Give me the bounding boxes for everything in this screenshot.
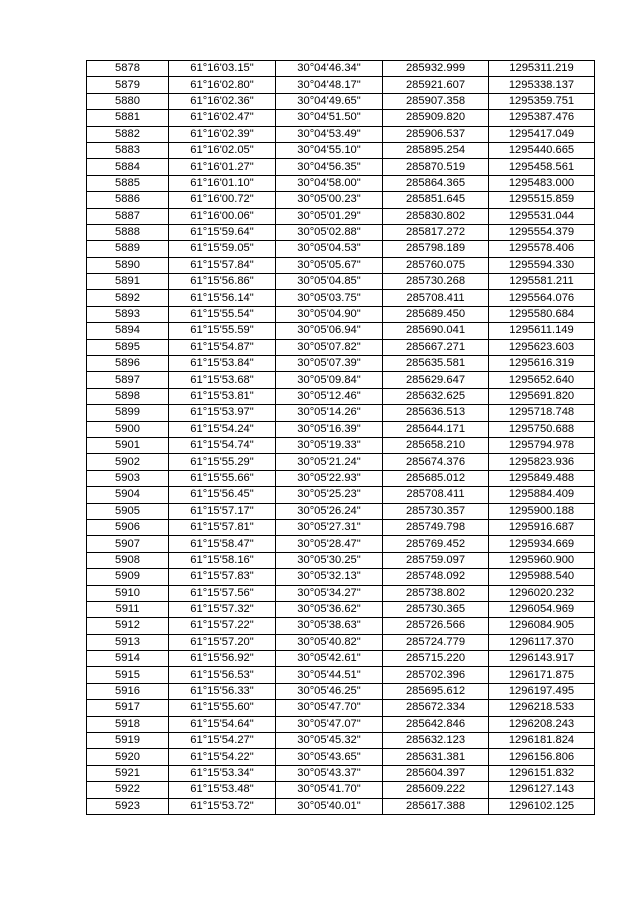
x-coordinate-cell: 285695.612	[383, 683, 489, 699]
point-number-cell: 5904	[87, 487, 169, 503]
x-coordinate-cell: 285909.820	[383, 110, 489, 126]
table-row	[87, 93, 595, 109]
table-row	[87, 159, 595, 175]
table-row	[87, 716, 595, 732]
point-number-cell: 5894	[87, 323, 169, 339]
latitude-cell: 61°15'53.34"	[169, 765, 276, 781]
table-row	[87, 569, 595, 585]
point-number-cell: 5918	[87, 716, 169, 732]
latitude-cell: 61°15'55.54"	[169, 306, 276, 322]
y-coordinate-cell: 1295594.330	[489, 257, 595, 273]
longitude-cell: 30°05'43.37"	[276, 765, 383, 781]
longitude-cell: 30°05'45.32"	[276, 733, 383, 749]
y-coordinate-cell: 1295417.049	[489, 126, 595, 142]
x-coordinate-cell: 285730.357	[383, 503, 489, 519]
latitude-cell: 61°15'57.22"	[169, 618, 276, 634]
table-row	[87, 372, 595, 388]
point-number-cell: 5898	[87, 388, 169, 404]
latitude-cell: 61°15'55.60"	[169, 700, 276, 716]
y-coordinate-cell: 1295581.211	[489, 274, 595, 290]
table-row	[87, 224, 595, 240]
latitude-cell: 61°15'54.74"	[169, 437, 276, 453]
latitude-cell: 61°16'02.47"	[169, 110, 276, 126]
latitude-cell: 61°15'57.84"	[169, 257, 276, 273]
table-row	[87, 749, 595, 765]
longitude-cell: 30°05'07.39"	[276, 356, 383, 372]
point-number-cell: 5882	[87, 126, 169, 142]
point-number-cell: 5919	[87, 733, 169, 749]
coordinates-table-body	[87, 61, 595, 815]
y-coordinate-cell: 1295988.540	[489, 569, 595, 585]
x-coordinate-cell: 285817.272	[383, 224, 489, 240]
y-coordinate-cell: 1295884.409	[489, 487, 595, 503]
latitude-cell: 61°15'56.86"	[169, 274, 276, 290]
longitude-cell: 30°05'25.23"	[276, 487, 383, 503]
x-coordinate-cell: 285798.189	[383, 241, 489, 257]
y-coordinate-cell: 1295934.669	[489, 536, 595, 552]
latitude-cell: 61°16'01.27"	[169, 159, 276, 175]
latitude-cell: 61°16'02.36"	[169, 93, 276, 109]
x-coordinate-cell: 285715.220	[383, 651, 489, 667]
longitude-cell: 30°04'51.50"	[276, 110, 383, 126]
point-number-cell: 5892	[87, 290, 169, 306]
x-coordinate-cell: 285617.388	[383, 798, 489, 814]
x-coordinate-cell: 285690.041	[383, 323, 489, 339]
latitude-cell: 61°16'00.06"	[169, 208, 276, 224]
point-number-cell: 5915	[87, 667, 169, 683]
longitude-cell: 30°05'03.75"	[276, 290, 383, 306]
point-number-cell: 5903	[87, 470, 169, 486]
table-row	[87, 667, 595, 683]
latitude-cell: 61°15'55.66"	[169, 470, 276, 486]
longitude-cell: 30°05'27.31"	[276, 519, 383, 535]
y-coordinate-cell: 1295578.406	[489, 241, 595, 257]
latitude-cell: 61°16'02.05"	[169, 142, 276, 158]
y-coordinate-cell: 1295611.149	[489, 323, 595, 339]
table-row	[87, 552, 595, 568]
y-coordinate-cell: 1295691.820	[489, 388, 595, 404]
longitude-cell: 30°05'14.26"	[276, 405, 383, 421]
table-row	[87, 733, 595, 749]
x-coordinate-cell: 285629.647	[383, 372, 489, 388]
longitude-cell: 30°05'47.07"	[276, 716, 383, 732]
point-number-cell: 5890	[87, 257, 169, 273]
x-coordinate-cell: 285672.334	[383, 700, 489, 716]
table-row	[87, 618, 595, 634]
y-coordinate-cell: 1296020.232	[489, 585, 595, 601]
table-row	[87, 454, 595, 470]
x-coordinate-cell: 285689.450	[383, 306, 489, 322]
table-row	[87, 700, 595, 716]
table-row	[87, 257, 595, 273]
y-coordinate-cell: 1295458.561	[489, 159, 595, 175]
longitude-cell: 30°05'42.61"	[276, 651, 383, 667]
latitude-cell: 61°15'57.32"	[169, 601, 276, 617]
y-coordinate-cell: 1295580.684	[489, 306, 595, 322]
longitude-cell: 30°04'49.65"	[276, 93, 383, 109]
point-number-cell: 5880	[87, 93, 169, 109]
point-number-cell: 5888	[87, 224, 169, 240]
y-coordinate-cell: 1296143.917	[489, 651, 595, 667]
point-number-cell: 5886	[87, 192, 169, 208]
latitude-cell: 61°15'53.48"	[169, 782, 276, 798]
longitude-cell: 30°05'07.82"	[276, 339, 383, 355]
y-coordinate-cell: 1296218.533	[489, 700, 595, 716]
point-number-cell: 5896	[87, 356, 169, 372]
longitude-cell: 30°05'04.53"	[276, 241, 383, 257]
latitude-cell: 61°15'57.81"	[169, 519, 276, 535]
x-coordinate-cell: 285830.802	[383, 208, 489, 224]
y-coordinate-cell: 1295387.476	[489, 110, 595, 126]
y-coordinate-cell: 1295616.319	[489, 356, 595, 372]
x-coordinate-cell: 285604.397	[383, 765, 489, 781]
x-coordinate-cell: 285730.268	[383, 274, 489, 290]
coordinates-table	[86, 60, 595, 815]
point-number-cell: 5878	[87, 61, 169, 77]
point-number-cell: 5895	[87, 339, 169, 355]
x-coordinate-cell: 285702.396	[383, 667, 489, 683]
y-coordinate-cell: 1295564.076	[489, 290, 595, 306]
table-row	[87, 601, 595, 617]
x-coordinate-cell: 285674.376	[383, 454, 489, 470]
table-row	[87, 405, 595, 421]
point-number-cell: 5912	[87, 618, 169, 634]
longitude-cell: 30°05'46.25"	[276, 683, 383, 699]
point-number-cell: 5921	[87, 765, 169, 781]
latitude-cell: 61°15'59.05"	[169, 241, 276, 257]
x-coordinate-cell: 285658.210	[383, 437, 489, 453]
point-number-cell: 5922	[87, 782, 169, 798]
table-row	[87, 356, 595, 372]
y-coordinate-cell: 1296181.824	[489, 733, 595, 749]
x-coordinate-cell: 285636.513	[383, 405, 489, 421]
y-coordinate-cell: 1295794.978	[489, 437, 595, 453]
longitude-cell: 30°05'38.63"	[276, 618, 383, 634]
longitude-cell: 30°05'04.90"	[276, 306, 383, 322]
longitude-cell: 30°05'30.25"	[276, 552, 383, 568]
x-coordinate-cell: 285749.798	[383, 519, 489, 535]
y-coordinate-cell: 1296197.495	[489, 683, 595, 699]
y-coordinate-cell: 1296127.143	[489, 782, 595, 798]
longitude-cell: 30°05'00.23"	[276, 192, 383, 208]
point-number-cell: 5900	[87, 421, 169, 437]
latitude-cell: 61°15'59.64"	[169, 224, 276, 240]
table-row	[87, 290, 595, 306]
x-coordinate-cell: 285708.411	[383, 290, 489, 306]
longitude-cell: 30°05'21.24"	[276, 454, 383, 470]
longitude-cell: 30°05'05.67"	[276, 257, 383, 273]
latitude-cell: 61°15'57.83"	[169, 569, 276, 585]
table-row	[87, 782, 595, 798]
point-number-cell: 5893	[87, 306, 169, 322]
y-coordinate-cell: 1295900.188	[489, 503, 595, 519]
x-coordinate-cell: 285759.097	[383, 552, 489, 568]
latitude-cell: 61°15'54.87"	[169, 339, 276, 355]
point-number-cell: 5906	[87, 519, 169, 535]
y-coordinate-cell: 1295311.219	[489, 61, 595, 77]
latitude-cell: 61°16'01.10"	[169, 175, 276, 191]
y-coordinate-cell: 1295750.688	[489, 421, 595, 437]
point-number-cell: 5923	[87, 798, 169, 814]
longitude-cell: 30°05'02.88"	[276, 224, 383, 240]
latitude-cell: 61°15'54.24"	[169, 421, 276, 437]
y-coordinate-cell: 1295483.000	[489, 175, 595, 191]
point-number-cell: 5887	[87, 208, 169, 224]
latitude-cell: 61°15'53.84"	[169, 356, 276, 372]
x-coordinate-cell: 285632.625	[383, 388, 489, 404]
longitude-cell: 30°05'19.33"	[276, 437, 383, 453]
longitude-cell: 30°05'09.84"	[276, 372, 383, 388]
table-row	[87, 110, 595, 126]
table-row	[87, 126, 595, 142]
x-coordinate-cell: 285895.254	[383, 142, 489, 158]
latitude-cell: 61°15'55.29"	[169, 454, 276, 470]
point-number-cell: 5885	[87, 175, 169, 191]
x-coordinate-cell: 285738.802	[383, 585, 489, 601]
y-coordinate-cell: 1296084.905	[489, 618, 595, 634]
longitude-cell: 30°04'58.00"	[276, 175, 383, 191]
x-coordinate-cell: 285724.779	[383, 634, 489, 650]
point-number-cell: 5902	[87, 454, 169, 470]
table-row	[87, 536, 595, 552]
table-row	[87, 208, 595, 224]
table-row	[87, 487, 595, 503]
x-coordinate-cell: 285870.519	[383, 159, 489, 175]
y-coordinate-cell: 1296156.806	[489, 749, 595, 765]
longitude-cell: 30°05'43.65"	[276, 749, 383, 765]
x-coordinate-cell: 285769.452	[383, 536, 489, 552]
latitude-cell: 61°16'02.80"	[169, 77, 276, 93]
y-coordinate-cell: 1295531.044	[489, 208, 595, 224]
point-number-cell: 5920	[87, 749, 169, 765]
y-coordinate-cell: 1295554.379	[489, 224, 595, 240]
table-row	[87, 388, 595, 404]
latitude-cell: 61°16'02.39"	[169, 126, 276, 142]
table-row	[87, 274, 595, 290]
point-number-cell: 5911	[87, 601, 169, 617]
longitude-cell: 30°05'34.27"	[276, 585, 383, 601]
latitude-cell: 61°15'56.14"	[169, 290, 276, 306]
longitude-cell: 30°04'56.35"	[276, 159, 383, 175]
y-coordinate-cell: 1296151.832	[489, 765, 595, 781]
y-coordinate-cell: 1295440.665	[489, 142, 595, 158]
table-row	[87, 503, 595, 519]
table-row	[87, 634, 595, 650]
latitude-cell: 61°15'53.81"	[169, 388, 276, 404]
table-row	[87, 175, 595, 191]
x-coordinate-cell: 285921.607	[383, 77, 489, 93]
y-coordinate-cell: 1296054.969	[489, 601, 595, 617]
table-row	[87, 323, 595, 339]
longitude-cell: 30°04'46.34"	[276, 61, 383, 77]
point-number-cell: 5917	[87, 700, 169, 716]
longitude-cell: 30°05'16.39"	[276, 421, 383, 437]
point-number-cell: 5884	[87, 159, 169, 175]
y-coordinate-cell: 1296102.125	[489, 798, 595, 814]
table-row	[87, 142, 595, 158]
x-coordinate-cell: 285932.999	[383, 61, 489, 77]
x-coordinate-cell: 285635.581	[383, 356, 489, 372]
longitude-cell: 30°05'26.24"	[276, 503, 383, 519]
latitude-cell: 61°16'03.15"	[169, 61, 276, 77]
longitude-cell: 30°05'32.13"	[276, 569, 383, 585]
x-coordinate-cell: 285760.075	[383, 257, 489, 273]
latitude-cell: 61°15'56.53"	[169, 667, 276, 683]
y-coordinate-cell: 1295718.748	[489, 405, 595, 421]
longitude-cell: 30°04'55.10"	[276, 142, 383, 158]
longitude-cell: 30°04'53.49"	[276, 126, 383, 142]
longitude-cell: 30°05'28.47"	[276, 536, 383, 552]
table-row	[87, 765, 595, 781]
latitude-cell: 61°15'54.22"	[169, 749, 276, 765]
point-number-cell: 5879	[87, 77, 169, 93]
y-coordinate-cell: 1296117.370	[489, 634, 595, 650]
point-number-cell: 5889	[87, 241, 169, 257]
table-row	[87, 192, 595, 208]
x-coordinate-cell: 285851.645	[383, 192, 489, 208]
y-coordinate-cell: 1295823.936	[489, 454, 595, 470]
x-coordinate-cell: 285708.411	[383, 487, 489, 503]
point-number-cell: 5908	[87, 552, 169, 568]
latitude-cell: 61°15'54.64"	[169, 716, 276, 732]
y-coordinate-cell: 1296171.875	[489, 667, 595, 683]
latitude-cell: 61°15'55.59"	[169, 323, 276, 339]
x-coordinate-cell: 285632.123	[383, 733, 489, 749]
latitude-cell: 61°15'54.27"	[169, 733, 276, 749]
longitude-cell: 30°05'41.70"	[276, 782, 383, 798]
point-number-cell: 5907	[87, 536, 169, 552]
x-coordinate-cell: 285730.365	[383, 601, 489, 617]
table-row	[87, 585, 595, 601]
latitude-cell: 61°15'57.20"	[169, 634, 276, 650]
longitude-cell: 30°04'48.17"	[276, 77, 383, 93]
latitude-cell: 61°15'58.47"	[169, 536, 276, 552]
point-number-cell: 5914	[87, 651, 169, 667]
point-number-cell: 5901	[87, 437, 169, 453]
x-coordinate-cell: 285748.092	[383, 569, 489, 585]
y-coordinate-cell: 1295515.859	[489, 192, 595, 208]
latitude-cell: 61°15'57.17"	[169, 503, 276, 519]
point-number-cell: 5899	[87, 405, 169, 421]
table-row	[87, 651, 595, 667]
table-row	[87, 61, 595, 77]
latitude-cell: 61°15'53.68"	[169, 372, 276, 388]
longitude-cell: 30°05'22.93"	[276, 470, 383, 486]
point-number-cell: 5913	[87, 634, 169, 650]
longitude-cell: 30°05'12.46"	[276, 388, 383, 404]
latitude-cell: 61°15'56.33"	[169, 683, 276, 699]
point-number-cell: 5905	[87, 503, 169, 519]
y-coordinate-cell: 1295652.640	[489, 372, 595, 388]
longitude-cell: 30°05'04.85"	[276, 274, 383, 290]
x-coordinate-cell: 285667.271	[383, 339, 489, 355]
point-number-cell: 5897	[87, 372, 169, 388]
table-row	[87, 339, 595, 355]
latitude-cell: 61°15'57.56"	[169, 585, 276, 601]
y-coordinate-cell: 1295359.751	[489, 93, 595, 109]
longitude-cell: 30°05'06.94"	[276, 323, 383, 339]
latitude-cell: 61°15'56.92"	[169, 651, 276, 667]
x-coordinate-cell: 285642.846	[383, 716, 489, 732]
point-number-cell: 5910	[87, 585, 169, 601]
longitude-cell: 30°05'40.82"	[276, 634, 383, 650]
y-coordinate-cell: 1295338.137	[489, 77, 595, 93]
y-coordinate-cell: 1295916.687	[489, 519, 595, 535]
longitude-cell: 30°05'44.51"	[276, 667, 383, 683]
point-number-cell: 5881	[87, 110, 169, 126]
x-coordinate-cell: 285644.171	[383, 421, 489, 437]
table-row	[87, 241, 595, 257]
y-coordinate-cell: 1295849.488	[489, 470, 595, 486]
table-row	[87, 470, 595, 486]
longitude-cell: 30°05'01.29"	[276, 208, 383, 224]
latitude-cell: 61°16'00.72"	[169, 192, 276, 208]
y-coordinate-cell: 1296208.243	[489, 716, 595, 732]
table-row	[87, 519, 595, 535]
table-row	[87, 437, 595, 453]
longitude-cell: 30°05'36.62"	[276, 601, 383, 617]
x-coordinate-cell: 285864.365	[383, 175, 489, 191]
table-row	[87, 421, 595, 437]
table-row	[87, 306, 595, 322]
latitude-cell: 61°15'58.16"	[169, 552, 276, 568]
table-row	[87, 798, 595, 814]
x-coordinate-cell: 285631.381	[383, 749, 489, 765]
y-coordinate-cell: 1295960.900	[489, 552, 595, 568]
point-number-cell: 5909	[87, 569, 169, 585]
latitude-cell: 61°15'53.97"	[169, 405, 276, 421]
latitude-cell: 61°15'56.45"	[169, 487, 276, 503]
y-coordinate-cell: 1295623.603	[489, 339, 595, 355]
point-number-cell: 5916	[87, 683, 169, 699]
x-coordinate-cell: 285906.537	[383, 126, 489, 142]
latitude-cell: 61°15'53.72"	[169, 798, 276, 814]
table-row	[87, 77, 595, 93]
x-coordinate-cell: 285609.222	[383, 782, 489, 798]
table-row	[87, 683, 595, 699]
x-coordinate-cell: 285685.012	[383, 470, 489, 486]
x-coordinate-cell: 285726.566	[383, 618, 489, 634]
point-number-cell: 5891	[87, 274, 169, 290]
x-coordinate-cell: 285907.358	[383, 93, 489, 109]
point-number-cell: 5883	[87, 142, 169, 158]
longitude-cell: 30°05'47.70"	[276, 700, 383, 716]
longitude-cell: 30°05'40.01"	[276, 798, 383, 814]
